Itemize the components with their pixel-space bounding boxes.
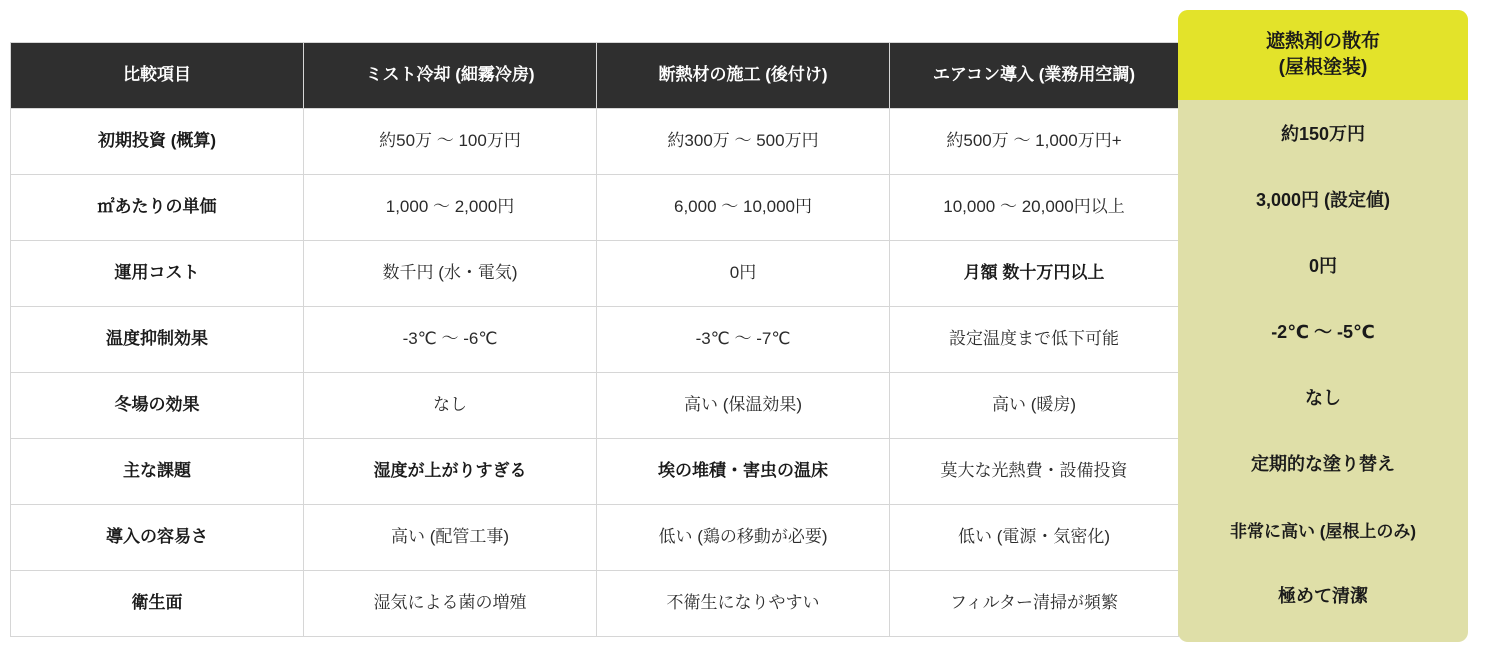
highlight-cell-initial-investment: 約150万円 — [1280, 124, 1366, 144]
cell-aircon: 約500万 〜 1,000万円+ — [890, 109, 1179, 175]
row-label: 初期投資 (概算) — [11, 109, 304, 175]
cell-mist-cooling: 湿気による菌の増殖 — [304, 571, 597, 637]
cell-mist-cooling: 数千円 (水・電気) — [304, 241, 597, 307]
cell-aircon: 設定温度まで低下可能 — [890, 307, 1179, 373]
highlight-cell-temperature-effect: -2℃ 〜 -5℃ — [1271, 322, 1375, 342]
cell-insulation: 不衛生になりやすい — [597, 571, 890, 637]
highlight-cell-running-cost: 0円 — [1308, 256, 1337, 276]
cell-aircon: 月額 数十万円以上 — [890, 241, 1179, 307]
cell-insulation: 埃の堆積・害虫の温床 — [597, 439, 890, 505]
column-header-mist-cooling: ミスト冷却 (細霧冷房) — [304, 43, 597, 109]
row-label: 冬場の効果 — [11, 373, 304, 439]
row-label: 導入の容易さ — [11, 505, 304, 571]
row-label: ㎡あたりの単価 — [11, 175, 304, 241]
highlight-header-line2: (屋根塗装) — [1278, 57, 1368, 78]
column-header-aircon: エアコン導入 (業務用空調) — [890, 43, 1179, 109]
cell-aircon: 高い (暖房) — [890, 373, 1179, 439]
cell-insulation: 高い (保温効果) — [597, 373, 890, 439]
highlight-cell-ease-of-introduction: 非常に高い (屋根上のみ) — [1229, 521, 1417, 541]
highlight-header-line1: 遮熱剤の散布 — [1265, 31, 1380, 53]
highlight-column-heat-shield — [1178, 10, 1468, 642]
highlight-cell-winter-effect: なし — [1305, 388, 1341, 408]
cell-mist-cooling: 約50万 〜 100万円 — [304, 109, 597, 175]
cell-mist-cooling: 1,000 〜 2,000円 — [304, 175, 597, 241]
column-header-criteria: 比較項目 — [11, 43, 304, 109]
cell-insulation: 約300万 〜 500万円 — [597, 109, 890, 175]
highlight-column-header — [1178, 10, 1468, 100]
cell-aircon: 莫大な光熱費・設備投資 — [890, 439, 1179, 505]
row-label: 温度抑制効果 — [11, 307, 304, 373]
row-label: 主な課題 — [11, 439, 304, 505]
highlight-cell-hygiene: 極めて清潔 — [1278, 586, 1368, 606]
cell-aircon: フィルター清掃が頻繁 — [890, 571, 1179, 637]
cell-aircon: 10,000 〜 20,000円以上 — [890, 175, 1179, 241]
cell-insulation: 0円 — [597, 241, 890, 307]
highlight-cell-unit-price: 3,000円 (設定値) — [1255, 190, 1391, 210]
cell-mist-cooling: -3℃ 〜 -6℃ — [304, 307, 597, 373]
cell-insulation: 低い (鶏の移動が必要) — [597, 505, 890, 571]
row-label: 衛生面 — [11, 571, 304, 637]
cell-mist-cooling: なし — [304, 373, 597, 439]
cell-mist-cooling: 湿度が上がりすぎる — [304, 439, 597, 505]
cell-mist-cooling: 高い (配管工事) — [304, 505, 597, 571]
cell-insulation: 6,000 〜 10,000円 — [597, 175, 890, 241]
cell-aircon: 低い (電源・気密化) — [890, 505, 1179, 571]
column-header-insulation: 断熱材の施工 (後付け) — [597, 43, 890, 109]
cell-insulation: -3℃ 〜 -7℃ — [597, 307, 890, 373]
highlight-column-body — [1178, 100, 1468, 628]
highlight-cell-main-issue: 定期的な塗り替え — [1251, 454, 1395, 474]
row-label: 運用コスト — [11, 241, 304, 307]
